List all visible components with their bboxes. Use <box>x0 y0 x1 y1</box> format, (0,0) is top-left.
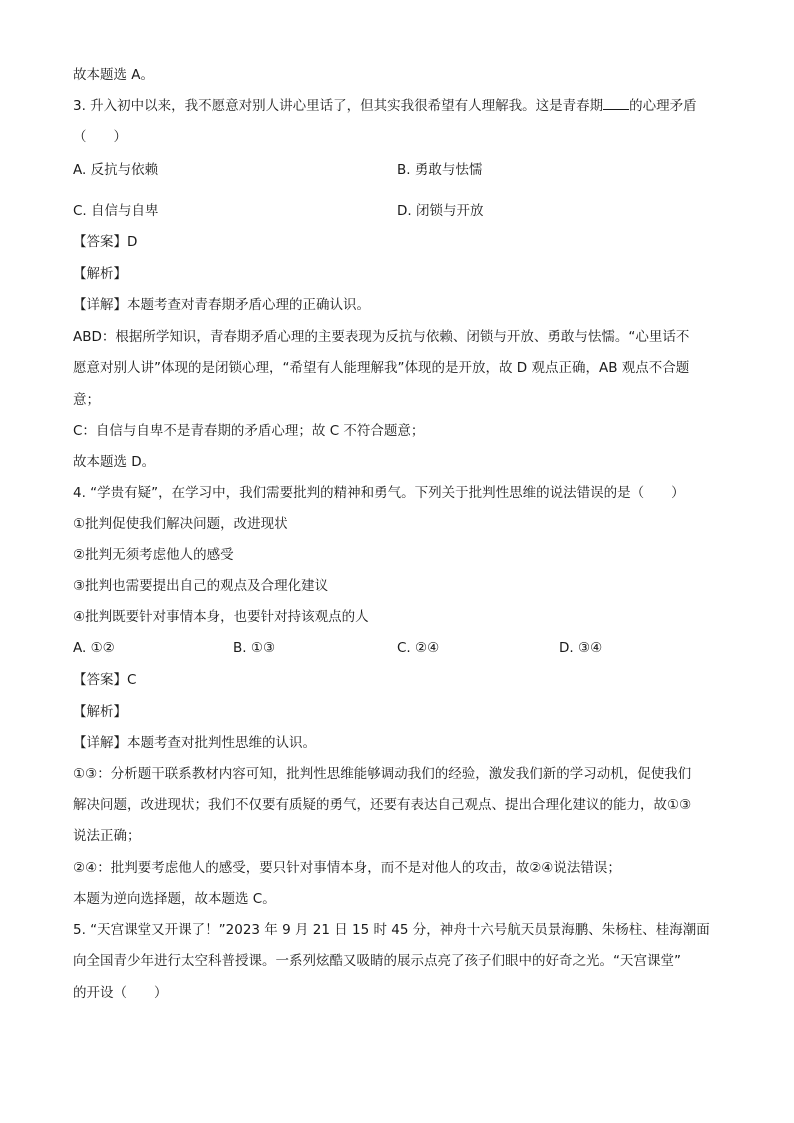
q4-detail: 【详解】本题考查对批判性思维的认识。 <box>73 735 316 751</box>
q4-analysis-heading: 【解析】 <box>73 704 127 720</box>
q3-blank <box>603 97 629 110</box>
q3-conclusion: 故本题选 D。 <box>73 454 156 470</box>
q3-abd-line-3: 意； <box>73 392 100 408</box>
q4-conclusion: 本题为逆向选择题，故本题选 C。 <box>73 891 276 907</box>
q5-stem-line-3: 的开设（ ） <box>73 985 168 1001</box>
q5-stem-line-1: 5. “天宫课堂又开课了！”2023 年 9 月 21 日 15 时 45 分，神舟十六号航天员景海鹏、朱杨柱、桂海潮面 <box>73 922 710 938</box>
q3-answer: 【答案】D <box>73 234 138 250</box>
q3-option-c: C. 自信与自卑 <box>73 203 159 219</box>
q3-abd-line-2: 愿意对别人讲”体现的是闭锁心理，“希望有人能理解我”体现的是开放，故 D 观点正确，AB 观点不合题 <box>73 360 690 376</box>
q4-stem: 4. “学贵有疑”，在学习中，我们需要批判的精神和勇气。下列关于批判性思维的说法错误的是（ ） <box>73 485 685 501</box>
q3-detail: 【详解】本题考查对青春期矛盾心理的正确认识。 <box>73 297 370 313</box>
q4-13-line-1: ①③：分析题干联系教材内容可知，批判性思维能够调动我们的经验，激发我们新的学习动机，促使我们 <box>73 766 692 782</box>
q3-stem <box>73 97 697 115</box>
q4-option-b: B. ①③ <box>233 640 276 656</box>
q3-abd-line-1: ABD：根据所学知识，青春期矛盾心理的主要表现为反抗与依赖、闭锁与开放、勇敢与怯懦。“心里话不 <box>73 329 690 345</box>
q4-option-d: D. ③④ <box>559 640 603 656</box>
q3-stem-part-a: 3. 升入初中以来，我不愿意对别人讲心里话了，但其实我很希望有人理解我。这是青春期 <box>73 98 604 114</box>
q4-option-c: C. ②④ <box>397 640 440 656</box>
q3-option-d: D. 闭锁与开放 <box>397 203 484 219</box>
q3-option-b: B. 勇敢与怯懦 <box>397 162 483 178</box>
q4-answer: 【答案】C <box>73 672 137 688</box>
q3-option-a: A. 反抗与依赖 <box>73 162 159 178</box>
q4-statement-2: ②批判无须考虑他人的感受 <box>73 547 234 563</box>
q4-statement-4: ④批判既要针对事情本身，也要针对持该观点的人 <box>73 609 369 625</box>
q4-statement-1: ①批判促使我们解决问题，改进现状 <box>73 516 288 532</box>
q3-c-explanation: C：自信与自卑不是青春期的矛盾心理；故 C 不符合题意； <box>73 423 425 439</box>
q3-analysis-heading: 【解析】 <box>73 266 127 282</box>
q4-option-a: A. ①② <box>73 640 115 656</box>
q2-conclusion: 故本题选 A。 <box>73 67 155 83</box>
q5-stem-line-2: 向全国青少年进行太空科普授课。一系列炫酷又吸睛的展示点亮了孩子们眼中的好奇之光。“天宫课堂” <box>73 953 681 969</box>
q4-24-explanation: ②④：批判要考虑他人的感受，要只针对事情本身，而不是对他人的攻击，故②④说法错误； <box>73 860 621 876</box>
q4-13-line-2: 解决问题，改进现状；我们不仅要有质疑的勇气，还要有表达自己观点、提出合理化建议的能力，故①③ <box>73 797 692 813</box>
q4-13-line-3: 说法正确； <box>73 828 141 844</box>
q3-paren: （ ） <box>73 129 127 145</box>
q4-statement-3: ③批判也需要提出自己的观点及合理化建议 <box>73 578 329 594</box>
q3-stem-part-b: 的心理矛盾 <box>629 98 697 114</box>
